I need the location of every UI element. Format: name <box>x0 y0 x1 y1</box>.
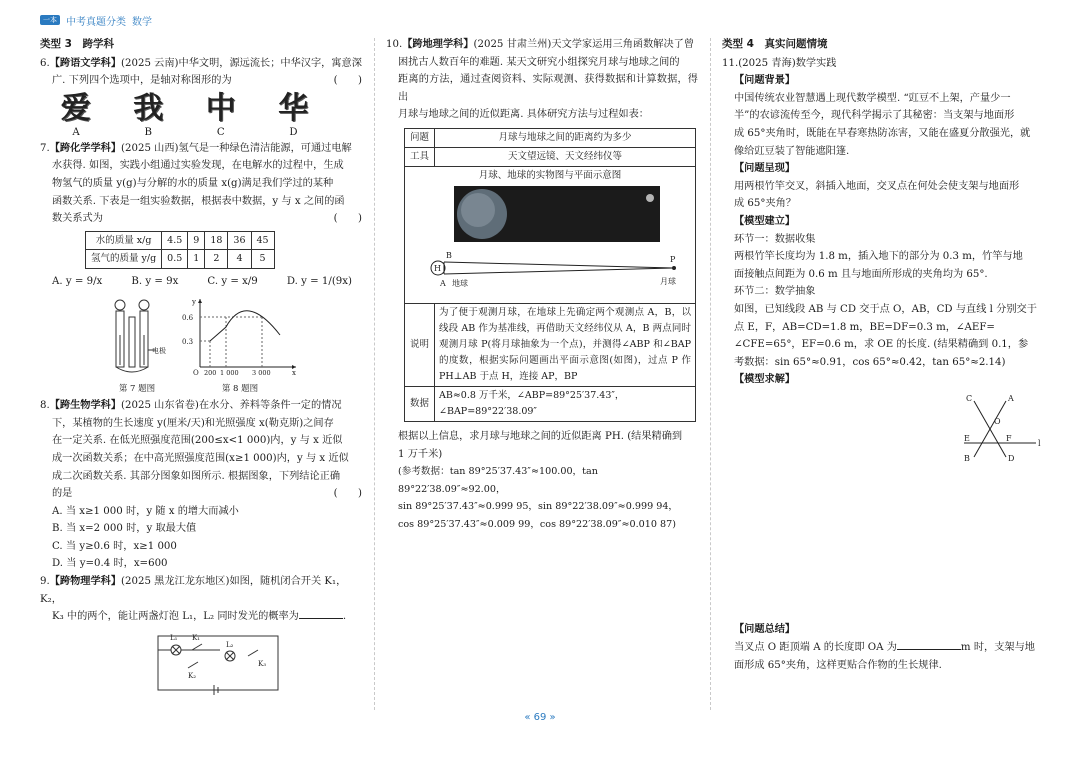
column-divider <box>710 38 711 710</box>
svg-text:E: E <box>964 433 970 443</box>
char-options <box>40 92 330 126</box>
prev-page-icon: « <box>524 712 531 723</box>
svg-text:A: A <box>1008 393 1014 403</box>
svg-text:K₃: K₃ <box>258 659 267 668</box>
svg-text:0.3: 0.3 <box>182 337 194 346</box>
earth-moon-diagram <box>410 184 690 296</box>
right-column <box>722 36 1042 674</box>
question-6: 6.【跨语文学科】(2025 云南)中华文明，源远流长；中华汉字，寓意深 广. 下列四个选项中，是轴对称图形的为 ( ) 爱 我 中 华 A B C D <box>40 56 362 138</box>
subject-label: 数学 <box>132 16 152 28</box>
svg-text:O: O <box>193 368 199 377</box>
svg-text:y: y <box>192 297 196 306</box>
section-title: 类型 4 真实问题情境 <box>722 38 828 50</box>
svg-text:月球: 月球 <box>660 276 676 286</box>
char-option: 中 <box>205 90 237 126</box>
brand-logo: 一本 <box>40 15 60 25</box>
char-option: 我 <box>133 90 165 126</box>
question-10: 10.【跨地理学科】(2025 甘肃兰州)天文学家运用三角函数解决了曾 困扰古人数百年的难题. 某天文研究小组探究月球与地球之间的 距离的方法，通过查阅资料、实际观测、获得数据和计算数据，得出 月球与地球之间的近似距离. 具体研究方法与过程如表： 问题 月球与地球之间的距离约为多少 工具 天文望远镜、天文经纬仪等 月球、地球的实物图与平面示意图 B H A 地球 P 月球 说明 为了便于观测月球，在地球上先确定两个观测点 A，B，以线段 AB 作为基准线，再借助天文经纬仪从 A，B 两点同时观测月球 P(将月球抽象为一个点)，并测得∠ABP 和∠BAP 的度数，根据实际问题画出平面示意图(如图)，过点 P 作 PH⊥AB 于点 H，连接 AP，BP 数据 AB≈0.8 万千米，∠ABP=89°25′37.43″， ∠BAP=89°22′38.09″ 根据以上信息，求月球与地球之间的近似距离 PH. (结果精确到 1 万千米) (参考数据：tan 89°25′37.43″≈100.00，tan 89°22′38.09″≈92.00， sin 89°25′37.43″≈0.999 95，sin 89°22′38.09″≈0.999 94， cos 89°25′37.43″≈0.009 99，cos 89°22′38.09″≈0.010 87) <box>386 38 698 530</box>
option-b: B. 当 x=2 000 时，y 取最大值 <box>52 523 197 535</box>
svg-text:1 000: 1 000 <box>220 368 239 377</box>
option-a: A. 当 x≥1 000 时，y 随 x 的增大而减小 <box>52 505 239 517</box>
svg-text:A: A <box>440 278 446 288</box>
svg-text:K₁: K₁ <box>192 633 201 642</box>
question-7: 7.【跨化学学科】(2025 山西)氢气是一种绿色清洁能源，可通过电解 水获得. 如图，实践小组通过实验发现，在电解水的过程中，生成 物氢气的质量 y(g)与分解的水的质量 x(g)满足我们学过的某种 函数关系. 下表是一组实验数据，根据表中数据，y 与 x 之间的函 数关系式为 ( ) 水的质量 x/g 4.5 9 18 36 45 氢气的质量 y/g 0.5 1 2 4 5 A. y = 9/x B. y = 9x C. y = x/9 D. y = 1/(9x) 电极 第 7 题图 y x O 0.6 0.3 200 1 000 3 000 第 8 题图 <box>40 141 362 395</box>
next-page-icon: » <box>549 712 556 723</box>
svg-text:l: l <box>1038 438 1041 448</box>
svg-text:F: F <box>1006 433 1012 443</box>
section-title: 类型 3 跨学科 <box>40 38 114 50</box>
char-option: 华 <box>278 90 310 126</box>
svg-text:0.6: 0.6 <box>182 313 194 322</box>
option-c: C. 当 y≥0.6 时，x≥1 000 <box>52 540 177 552</box>
svg-text:O: O <box>994 416 1001 426</box>
question-11: 11.(2025 青海)数学实践 【问题背景】 中国传统农业智慧遇上现代数学模型. “豇豆不上架，产量少一 半”的农谚流传至今，现代科学揭示了其秘密：当支架与地面形 成 65°夹角时，既能在早春寒热防冻害，又能在盛夏分散强光，就 像给豇豆装了智能遮阳篷. 【问题呈现】 用两根竹竿交叉，斜插入地面，交叉点在何处会使支架与地面形 成 65°夹角？ 【模型建立】 环节一：数据收集 两根竹竿长度均为 1.8 m，插入地下的部分为 0.3 m，竹竿与地 面接触点间距为 0.6 m 且与地面所形成的夹角均为 65°. 环节二：数学抽象 如图，已知线段 AB 与 CD 交于点 O，AB，CD 与直线 l 分别交于 点 E，F，AB=CD=1.8 m，BE=DF=0.3 m，∠AEF= ∠CFE=65°，EF=0.6 m，求 OE 的长度. (结果精确到 0.1，参 考数据：sin 65°≈0.91，cos 65°≈0.42，tan 65°≈2.14) 【模型求解】 C A O E F l B D 【问题总结】 当叉点 O 距顶端 A 的长度即 OA 为 m 时，支架与地 面形成 65°夹角，这样更贴合作物的生长规律. <box>722 55 1042 675</box>
svg-text:B: B <box>964 453 970 463</box>
svg-text:200: 200 <box>204 368 217 377</box>
svg-text:x: x <box>292 368 296 377</box>
cross-frame-figure <box>956 391 1046 465</box>
data-table: 水的质量 x/g 4.5 9 18 36 45 氢气的质量 y/g 0.5 1 2 4 5 <box>85 231 275 269</box>
svg-text:H: H <box>434 263 441 273</box>
svg-text:C: C <box>966 393 973 403</box>
page-header <box>40 12 152 28</box>
char-option: 爱 <box>60 90 92 126</box>
option-d: D. 当 y=0.4 时，x=600 <box>52 558 168 570</box>
left-column <box>40 36 362 702</box>
electrolysis-figure <box>102 295 172 377</box>
answer-blank <box>897 639 961 650</box>
svg-text:电极: 电极 <box>152 346 166 355</box>
page-number: 69 <box>533 712 547 723</box>
svg-text:L₂: L₂ <box>226 640 234 649</box>
svg-text:D: D <box>1008 453 1015 463</box>
circuit-diagram <box>148 630 288 696</box>
question-9: 9.【跨物理学科】(2025 黑龙江龙东地区)如图，随机闭合开关 K₁，K₂， K₃ 中的两个，能让两盏灯泡 L₁，L₂ 同时发光的概率为 . L₁ K₁ L₂ K₃ K₂ <box>40 573 362 702</box>
svg-text:L₁: L₁ <box>170 633 178 642</box>
series-title: 中考真题分类 <box>66 16 126 28</box>
svg-text:3 000: 3 000 <box>252 368 271 377</box>
column-divider <box>374 38 375 710</box>
svg-text:P: P <box>670 254 676 264</box>
answer-blank <box>299 608 343 619</box>
middle-column <box>386 36 698 534</box>
page-footer <box>0 712 1080 723</box>
svg-text:地球: 地球 <box>452 278 468 288</box>
question-8: 8.【跨生物学科】(2025 山东省卷)在水分、养料等条件一定的情况 下，某植物的生长速度 y(厘米/天)和光照强度 x(勒克斯)之间存 在一定关系. 在低光照强度范围(200≤x<1 000)内，y 与 x 近似 成一次函数关系；在中高光照强度范围(x≥1 000)内，y 与 x 近似 成二次函数关系. 其部分图象如图所示. 根据图象，下列结论正确 的是 ( ) A. 当 x≥1 000 时，y 随 x 的增大而减小 B. 当 x=2 000 时，y 取最大值 C. 当 y≥0.6 时，x≥1 000 D. 当 y=0.4 时，x=600 <box>40 397 362 573</box>
svg-text:B: B <box>446 250 452 260</box>
method-table: 问题 月球与地球之间的距离约为多少 工具 天文望远镜、天文经纬仪等 月球、地球的实物图与平面示意图 B H A 地球 P 月球 说明 为了便于观测月球，在地球上先确定两个观测点 A，B，以线段 AB 作为基准线，再借助天文经纬仪从 A，B 两点同时观测月球 P(将月球抽象为一个点)，并测得∠ABP 和∠BAP 的度数，根据实际问题画出平面示意图(如图)，过点 P 作 PH⊥AB 于点 H，连接 AP，BP 数据 AB≈0.8 万千米，∠ABP=89°25′37.43″， ∠BAP=89°22′38.09″ <box>404 128 696 422</box>
growth-graph <box>180 295 300 377</box>
answer-options: A. y = 9/x B. y = 9x C. y = x/9 D. y = 1/(9x) <box>52 275 352 287</box>
svg-text:K₂: K₂ <box>188 671 197 680</box>
